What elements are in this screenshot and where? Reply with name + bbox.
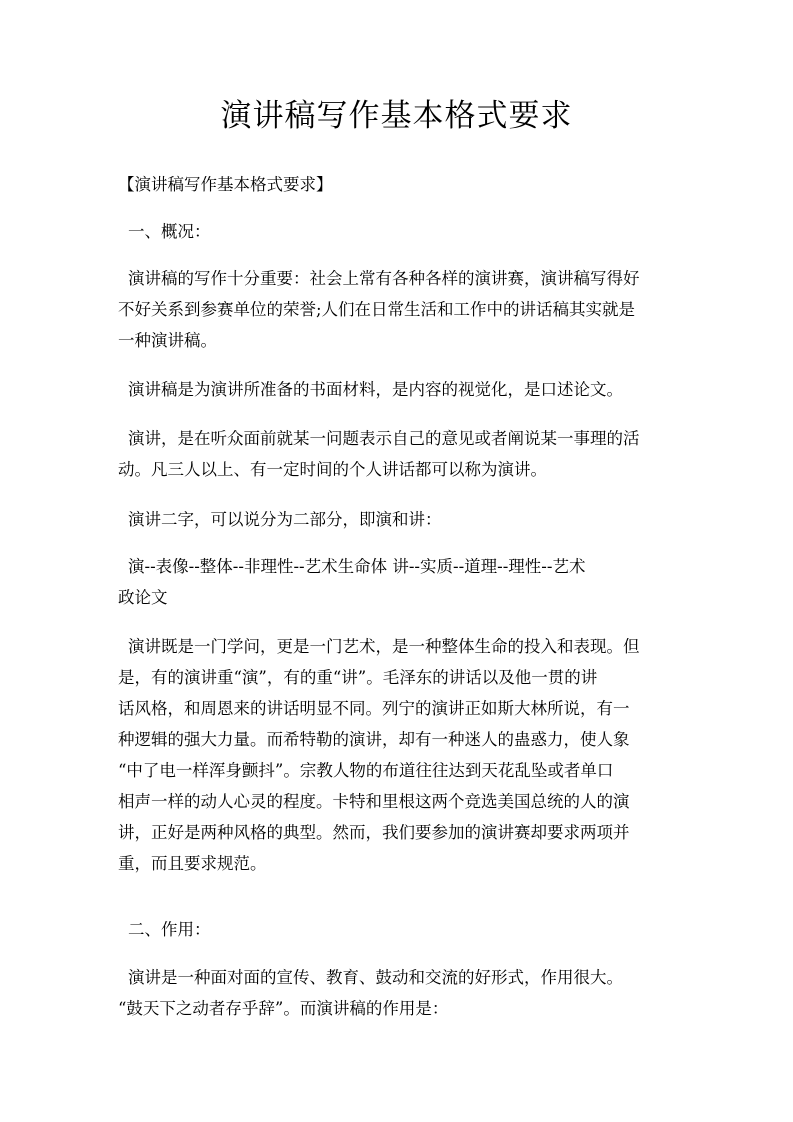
text-line: 【演讲稿写作基本格式要求】 [118,175,333,194]
text-line: 是，有的演讲重“演”，有的重“讲”。毛泽东的讲话以及他一贯的讲 [118,668,598,687]
section-heading-overview [118,216,678,247]
text-line: 演讲，是在听众面前就某一问题表示自己的意见或者阐说某一事理的活 [128,429,640,448]
paragraph-comparison [118,551,678,613]
text-line: 演讲二字，可以说分为二部分，即演和讲： [128,510,442,529]
paragraph-function [118,962,678,1024]
text-line: “鼓天下之动者存乎辞”。而演讲稿的作用是： [118,999,449,1018]
text-line: 演讲稿的写作十分重要：社会上常有各种各样的演讲赛，演讲稿写得好 [128,269,640,288]
paragraph-definition [118,374,678,405]
text-line: 政论文 [118,588,168,607]
text-line: 演讲既是一门学问，更是一门艺术，是一种整体生命的投入和表现。但 [128,637,640,656]
text-line: 讲，正好是两种风格的典型。然而，我们要参加的演讲赛却要求两项并 [118,823,630,842]
section-heading-function [118,914,678,945]
text-line: 相声一样的动人心灵的程度。卡特和里根这两个竞选美国总统的人的演 [118,792,630,811]
text-line: “中了电一样浑身颤抖”。宗教人物的布道往往达到天花乱坠或者单口 [118,761,614,780]
text-line: 话风格，和周恩来的讲话明显不同。列宁的演讲正如斯大林所说，有一 [118,699,630,718]
paragraph-speech-meaning [118,423,678,485]
paragraph-importance [118,263,678,356]
paragraph-art-and-science [118,631,678,879]
paragraph-two-parts [118,504,678,535]
text-line: 演讲稿是为演讲所准备的书面材料，是内容的视觉化，是口述论文。 [128,380,623,399]
paragraph-heading-bracket [118,169,678,200]
text-line: 二、作用： [128,920,211,939]
text-line: 种逻辑的强大力量。而希特勒的演讲，却有一种迷人的蛊惑力，使人象 [118,730,630,749]
text-line: 一、概况： [128,222,211,241]
text-line: 动。凡三人以上、有一定时间的个人讲话都可以称为演讲。 [118,460,547,479]
text-line: 演讲是一种面对面的宣传、教育、鼓动和交流的好形式，作用很大。 [128,968,623,987]
text-line: 不好关系到参赛单位的荣誉;人们在日常生活和工作中的讲话稿其实就是 [118,300,636,319]
text-line: 一种演讲稿。 [118,331,217,350]
text-line: 演--表像--整体--非理性--艺术生命体 讲--实质--道理--理性--艺术 [128,557,586,576]
text-line: 重，而且要求规范。 [118,854,267,873]
document-title: 演讲稿写作基本格式要求 [220,98,573,134]
